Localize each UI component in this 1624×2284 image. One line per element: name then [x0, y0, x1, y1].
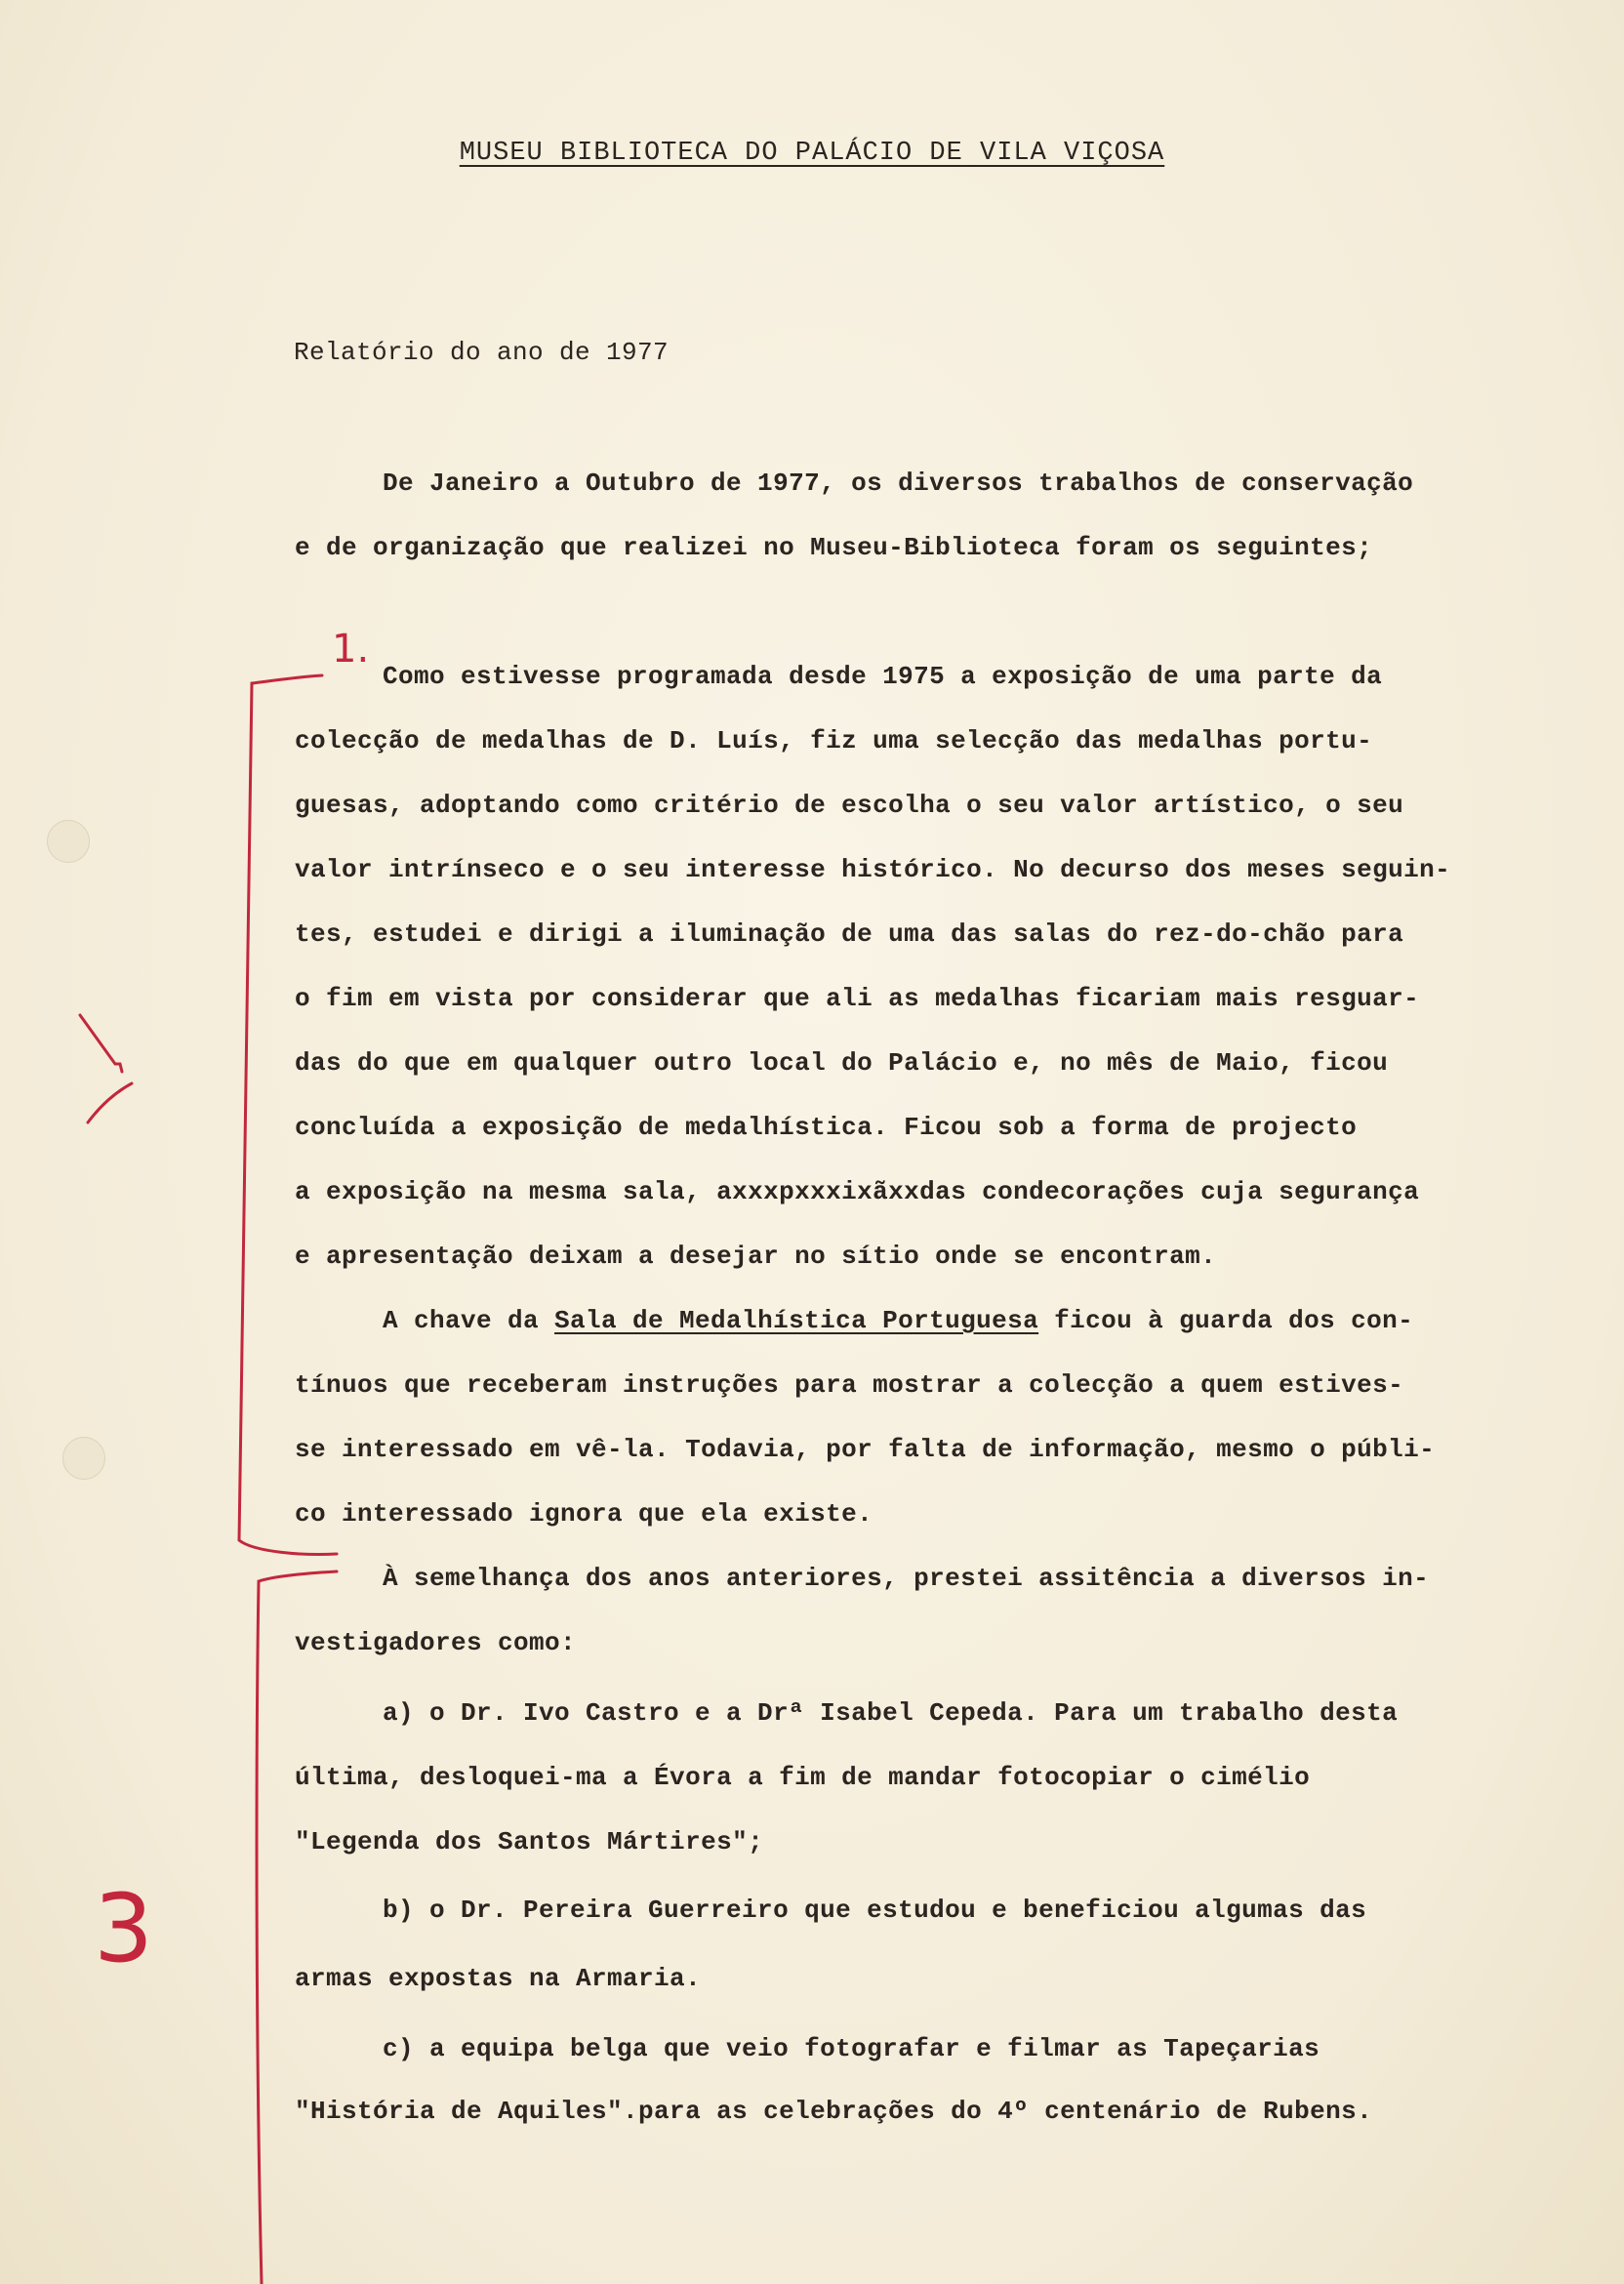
section1-line: a exposição na mesma sala, axxxpxxxixãxxdas condecorações cuja segurança — [295, 1177, 1420, 1206]
bracket-section1 — [239, 675, 337, 1554]
section2-line: À semelhança dos anos anteriores, prestei assitência a diversos in- — [383, 1564, 1430, 1593]
section1-line: se interessado em vê-la. Todavia, por falta de informação, mesmo o públi- — [295, 1435, 1436, 1464]
section2-item: última, desloquei-ma a Évora a fim de mandar fotocopiar o cimélio — [295, 1763, 1311, 1792]
intro-line-2: e de organização que realizei no Museu-Biblioteca foram os seguintes; — [295, 533, 1373, 562]
section2-item: armas expostas na Armaria. — [295, 1964, 702, 1993]
section1-line: colecção de medalhas de D. Luís, fiz uma selecção das medalhas portu- — [295, 726, 1373, 755]
section2-item: "Legenda dos Santos Mártires"; — [295, 1827, 764, 1856]
section1-line: co interessado ignora que ela existe. — [295, 1499, 873, 1529]
item-number-annotation: 1. — [332, 627, 370, 672]
section2-line: vestigadores como: — [295, 1628, 577, 1657]
section1-line: o fim em vista por considerar que ali as medalhas ficariam mais resguar- — [295, 984, 1420, 1013]
section2-item: c) a equipa belga que veio fotografar e filmar as Tapeçarias — [383, 2034, 1320, 2063]
sala-medalhistica-name: Sala de Medalhística Portuguesa — [554, 1306, 1039, 1335]
section2-item: a) o Dr. Ivo Castro e a Drª Isabel Cepeda. Para um trabalho desta — [383, 1698, 1399, 1728]
section1-line: concluída a exposição de medalhística. Ficou sob a forma de projecto — [295, 1113, 1358, 1142]
bracket-section2 — [257, 1571, 337, 2284]
report-title: Relatório do ano de 1977 — [294, 338, 670, 367]
section1-line: das do que em qualquer outro local do Palácio e, no mês de Maio, ficou — [295, 1048, 1389, 1078]
header-title: MUSEU BIBLIOTECA DO PALÁCIO DE VILA VIÇOSA — [459, 139, 1165, 168]
section1-line: tínuos que receberam instruções para mostrar a colecção a quem estives- — [295, 1370, 1404, 1400]
margin-three-annotation: 3 — [94, 1874, 154, 1983]
section1-line: valor intrínseco e o seu interesse histórico. No decurso dos meses seguin- — [295, 855, 1451, 884]
key-line-after: ficou à guarda dos con- — [1038, 1306, 1414, 1335]
section1-line: e apresentação deixam a desejar no sítio onde se encontram. — [295, 1242, 1217, 1271]
key-line-before: A chave da — [383, 1306, 555, 1335]
section1-line: guesas, adoptando como critério de escolha o seu valor artístico, o seu — [295, 791, 1404, 820]
section2-item: "História de Aquiles".para as celebrações do 4º centenário de Rubens. — [295, 2097, 1373, 2126]
section1-line: Como estivesse programada desde 1975 a exposição de uma parte da — [383, 662, 1383, 691]
section1-line: tes, estudei e dirigi a iluminação de uma das salas do rez-do-chão para — [295, 919, 1404, 949]
section2-item: b) o Dr. Pereira Guerreiro que estudou e beneficiou algumas das — [383, 1896, 1367, 1925]
intro-line-1: De Janeiro a Outubro de 1977, os diversos trabalhos de conservação — [383, 469, 1414, 498]
